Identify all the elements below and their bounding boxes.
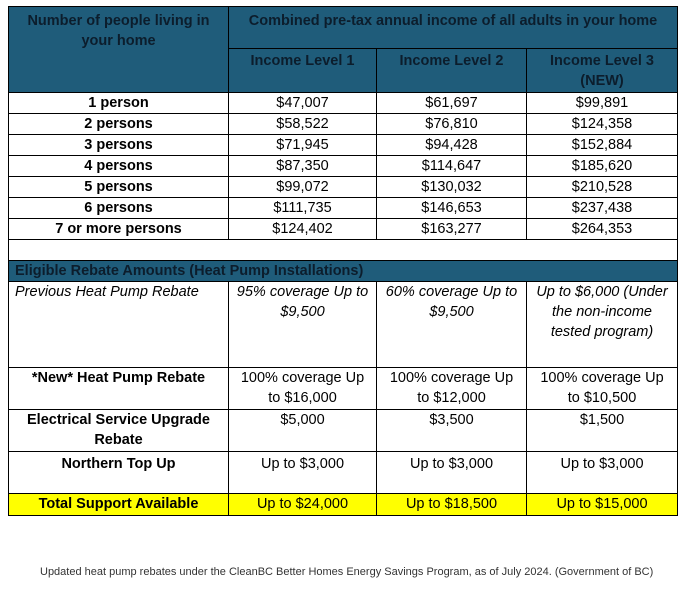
income-cell: $146,653: [377, 198, 527, 219]
image-caption: Updated heat pump rebates under the CleanBC Better Homes Energy Savings Program, as of July 2024. (Government of BC): [40, 566, 654, 578]
total-cell: Up to $24,000: [229, 494, 377, 516]
new-rebate-label: *New* Heat Pump Rebate: [9, 368, 229, 410]
income-cell: $111,735: [229, 198, 377, 219]
income-cell: $210,528: [527, 177, 678, 198]
rebate-table-container: [8, 6, 677, 516]
household-label: 7 or more persons: [9, 219, 229, 240]
rebates-header-row: [9, 261, 678, 282]
rebate-cell: $5,000: [229, 410, 377, 452]
rebate-cell: 100% coverage Up to $12,000: [377, 368, 527, 410]
income-cell: $124,402: [229, 219, 377, 240]
household-label: 4 persons: [9, 156, 229, 177]
rebate-cell: 60% coverage Up to $9,500: [377, 282, 527, 368]
household-label: 5 persons: [9, 177, 229, 198]
income-cell: $71,945: [229, 135, 377, 156]
total-cell: Up to $18,500: [377, 494, 527, 516]
income-cell: $152,884: [527, 135, 678, 156]
household-label: 2 persons: [9, 114, 229, 135]
income-level-3-header: Income Level 3 (NEW): [527, 49, 678, 93]
rebate-cell: Up to $3,000: [377, 452, 527, 494]
rebate-cell: 100% coverage Up to $10,500: [527, 368, 678, 410]
income-header: Combined pre-tax annual income of all adults in your home: [229, 7, 678, 49]
income-cell: $237,438: [527, 198, 678, 219]
rebate-table: [8, 6, 678, 516]
table-header-row: [9, 7, 678, 49]
household-label: 3 persons: [9, 135, 229, 156]
income-cell: $94,428: [377, 135, 527, 156]
previous-rebate-label: Previous Heat Pump Rebate: [9, 282, 229, 368]
total-label: Total Support Available: [9, 494, 229, 516]
table-row: [9, 452, 678, 494]
rebates-header: Eligible Rebate Amounts (Heat Pump Installations): [9, 261, 678, 282]
income-cell: $114,647: [377, 156, 527, 177]
income-cell: $76,810: [377, 114, 527, 135]
spacer-row: [9, 240, 678, 261]
rebate-cell: 100% coverage Up to $16,000: [229, 368, 377, 410]
table-row: [9, 114, 678, 135]
income-cell: $163,277: [377, 219, 527, 240]
income-cell: $124,358: [527, 114, 678, 135]
table-row: [9, 93, 678, 114]
income-cell: $99,072: [229, 177, 377, 198]
income-level-2-header: Income Level 2: [377, 49, 527, 93]
income-level-1-header: Income Level 1: [229, 49, 377, 93]
rebate-cell: $3,500: [377, 410, 527, 452]
rebate-cell: Up to $3,000: [527, 452, 678, 494]
income-cell: $264,353: [527, 219, 678, 240]
rebate-cell: 95% coverage Up to $9,500: [229, 282, 377, 368]
table-row: [9, 135, 678, 156]
income-cell: $87,350: [229, 156, 377, 177]
income-cell: $61,697: [377, 93, 527, 114]
table-row: [9, 219, 678, 240]
income-cell: $185,620: [527, 156, 678, 177]
total-cell: Up to $15,000: [527, 494, 678, 516]
table-row: [9, 282, 678, 368]
income-cell: $99,891: [527, 93, 678, 114]
table-row: [9, 177, 678, 198]
income-cell: $130,032: [377, 177, 527, 198]
rebate-cell: $1,500: [527, 410, 678, 452]
spacer-cell: [9, 240, 678, 261]
rebate-cell: Up to $3,000: [229, 452, 377, 494]
electrical-rebate-label: Electrical Service Upgrade Rebate: [9, 410, 229, 452]
household-label: 1 person: [9, 93, 229, 114]
total-row: [9, 494, 678, 516]
income-cell: $58,522: [229, 114, 377, 135]
household-size-header: Number of people living in your home: [9, 7, 229, 93]
northern-topup-label: Northern Top Up: [9, 452, 229, 494]
rebate-cell: Up to $6,000 (Under the non-income tested program): [527, 282, 678, 368]
table-row: [9, 198, 678, 219]
household-label: 6 persons: [9, 198, 229, 219]
table-row: [9, 156, 678, 177]
income-cell: $47,007: [229, 93, 377, 114]
table-row: [9, 410, 678, 452]
table-row: [9, 368, 678, 410]
